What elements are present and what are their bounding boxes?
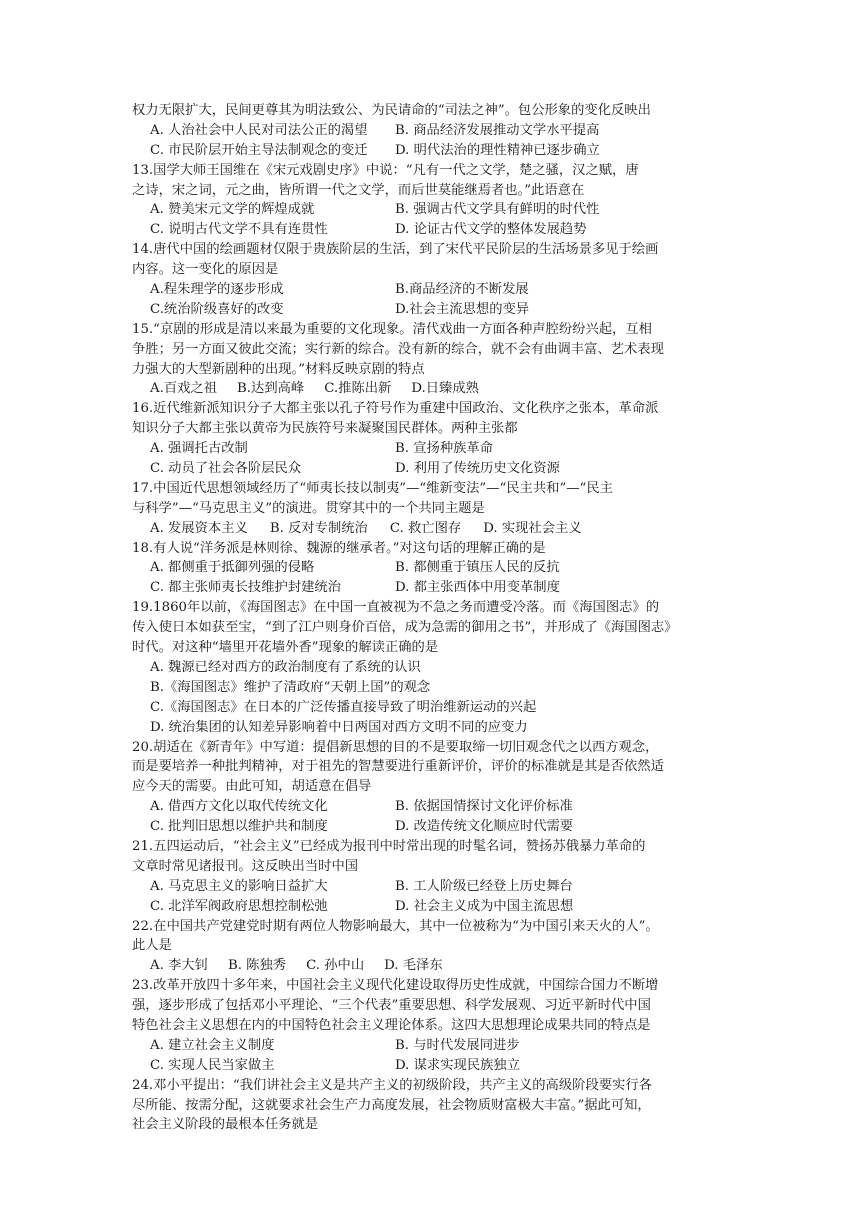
answer-option: C. 北洋军阀政府思想控制松弛	[150, 898, 328, 914]
answer-option: C. 救亡图存	[389, 520, 462, 536]
question-stem-line: 传入使日本如获至宝，“到了江户则身价百倍，成为急需的御用之书”，并形成了《海国图志》	[132, 620, 678, 636]
answer-option: B. 依据国情探讨文化评价标准	[395, 799, 573, 815]
question-q23	[132, 976, 732, 1075]
answer-option: A. 都侧重于抵御列强的侵略	[150, 560, 315, 576]
question-stem-line: 23.改革开放四十多年来，中国社会主义现代化建设取得历史性成就，中国综合国力不断增	[132, 978, 659, 994]
answer-option: C.《海国图志》在日本的广泛传播直接导致了明治维新运动的兴起	[150, 699, 537, 715]
question-stem-line: 而是要培养一种批判精神，对于祖先的智慧要进行重新评价，评价的标准就是其是否依然适	[132, 759, 664, 775]
question-stem-line: 争胜；另一方面又彼此交流；实行新的综合。没有新的综合，就不会有曲调丰富、艺术表现	[132, 341, 664, 357]
answer-options-row	[132, 718, 732, 738]
answer-option: D. 明代法治的理性精神已逐步确立	[395, 142, 600, 158]
answer-option: B. 反对专制统治	[269, 520, 368, 536]
answer-options-row	[132, 300, 732, 320]
question-q21	[132, 837, 732, 917]
question-stem-line: 18.有人说“洋务派是林则徐、魏源的继承者。”对这句话的理解正确的是	[132, 540, 546, 556]
question-q14	[132, 240, 732, 320]
answer-option: A.程朱理学的逐步形成	[150, 282, 284, 298]
answer-option: A. 强调托古改制	[150, 441, 248, 457]
answer-option: B.《海国图志》维护了清政府“天朝上国”的观念	[150, 679, 431, 695]
answer-option: A.百戏之祖	[150, 381, 218, 397]
question-stem-line: 知识分子大都主张以黄帝为民族符号来凝聚国民群体。两种主张都	[132, 421, 518, 437]
question-stem-line: 特色社会主义思想在内的中国特色社会主义理论体系。这四大思想理论成果共同的特点是	[132, 1017, 651, 1033]
question-q18	[132, 539, 732, 599]
question-stem-line: 文章时常见诸报刊。这反映出当时中国	[132, 858, 359, 874]
answer-options-row	[132, 817, 732, 837]
answer-options-row	[132, 578, 732, 598]
answer-option: C. 动员了社会各阶层民众	[150, 461, 302, 477]
answer-option: D. 改造传统文化顺应时代需要	[395, 819, 574, 835]
answer-options-row	[132, 200, 732, 220]
answer-option: B.商品经济的不断发展	[395, 282, 529, 298]
question-q17	[132, 479, 732, 539]
answer-options-row	[132, 1056, 732, 1076]
answer-options-row	[132, 877, 732, 897]
answer-option: D. 毛泽东	[384, 958, 443, 974]
question-q13	[132, 161, 732, 241]
question-stem-line: 之诗，宋之词，元之曲，皆所谓一代之文学，而后世莫能继焉者也。”此语意在	[132, 182, 585, 198]
answer-options-row	[132, 698, 732, 718]
answer-option: C. 实现人民当家做主	[150, 1057, 275, 1073]
answer-option: B. 强调古代文学具有鲜明的时代性	[395, 202, 600, 218]
answer-option: B. 工人阶级已经登上历史舞台	[395, 878, 573, 894]
answer-option: D. 利用了传统历史文化资源	[395, 461, 560, 477]
question-stem-line: 13.国学大师王国维在《宋元戏剧史序》中说：“凡有一代之文学，楚之骚，汉之赋，唐	[132, 162, 639, 178]
answer-option: C. 孙中山	[306, 958, 365, 974]
answer-option: D. 论证古代文学的整体发展趋势	[395, 222, 587, 238]
answer-options-row	[132, 1036, 732, 1056]
answer-options-row	[132, 678, 732, 698]
answer-option: D. 统治集团的认知差异影响着中日两国对西方文明不同的应变力	[150, 719, 528, 735]
answer-options-row	[132, 141, 732, 161]
answer-option: D.日臻成熟	[411, 381, 479, 397]
answer-option: B. 都侧重于镇压人民的反抗	[395, 560, 560, 576]
answer-options-row	[132, 897, 732, 917]
answer-option: D. 都主张西体中用变革制度	[395, 580, 560, 596]
answer-options-row	[132, 439, 732, 459]
question-q16	[132, 399, 732, 479]
answer-option: B.达到高峰	[237, 381, 305, 397]
question-q12-tail	[132, 101, 732, 161]
answer-option: C.统治阶级喜好的改变	[150, 301, 284, 317]
answer-option: C. 批判旧思想以维护共和制度	[150, 819, 328, 835]
question-stem-line: 16.近代维新派知识分子大都主张以孔子符号作为重建中国政治、文化秩序之张本，革命派	[132, 401, 659, 417]
answer-options-row	[132, 220, 732, 240]
answer-option: A. 魏源已经对西方的政治制度有了系统的认识	[150, 659, 421, 675]
question-stem-line: 17.中国近代思想领域经历了“师夷长技以制夷”—“维新变法”—“民主共和”—“民主	[132, 480, 613, 496]
question-q22	[132, 917, 732, 977]
question-stem-line: 15.“京剧的形成是清以来最为重要的文化现象。清代戏曲一方面各种声腔纷纷兴起，互相	[132, 321, 652, 337]
question-stem-line: 此人是	[132, 938, 172, 954]
question-stem-line: 24.邓小平提出：“我们讲社会主义是共产主义的初级阶段，共产主义的高级阶段要实行各	[132, 1077, 652, 1093]
answer-option: D. 谋求实现民族独立	[395, 1057, 521, 1073]
question-q20	[132, 738, 732, 837]
answer-option: A. 发展资本主义	[150, 520, 248, 536]
question-stem-line: 力强大的大型新剧种的出现。”材料反映京剧的特点	[132, 361, 425, 377]
question-stem-line: 19.1860年以前，《海国图志》在中国一直被视为不急之务而遭受冷落。而《海国图志》的	[132, 600, 660, 616]
answer-option: C. 都主张师夷长技维护封建统治	[150, 580, 342, 596]
answer-options-row	[132, 797, 732, 817]
answer-option: A. 李大钊	[150, 958, 208, 974]
question-q24	[132, 1076, 732, 1136]
question-stem-line: 20.胡适在《新青年》中写道：提倡新思想的目的不是要取缔一切旧观念代之以西方观念，	[132, 739, 659, 755]
answer-options-row	[132, 558, 732, 578]
answer-options-row	[132, 379, 732, 399]
answer-option: A. 人治社会中人民对司法公正的渴望	[150, 122, 368, 138]
answer-option: D.社会主流思想的变异	[395, 301, 530, 317]
answer-option: D. 社会主义成为中国主流思想	[395, 898, 574, 914]
question-list	[132, 101, 732, 1135]
question-stem-line: 内容。这一变化的原因是	[132, 262, 279, 278]
question-stem-line: 22.在中国共产党建党时期有两位人物影响最大，其中一位被称为“为中国引来天火的人”。	[132, 918, 659, 934]
answer-option: B. 商品经济发展推动文学水平提高	[395, 122, 600, 138]
answer-options-row	[132, 280, 732, 300]
answer-options-row	[132, 459, 732, 479]
answer-option: B. 宣扬种族革命	[395, 441, 494, 457]
question-stem-line: 应今天的需要。由此可知，胡适意在倡导	[132, 779, 372, 795]
answer-options-row	[132, 121, 732, 141]
answer-option: A. 建立社会主义制度	[150, 1037, 275, 1053]
answer-option: A. 借西方文化以取代传统文化	[150, 799, 328, 815]
question-stem-line: 14.唐代中国的绘画题材仅限于贵族阶层的生活，到了宋代平民阶层的生活场景多见于绘画	[132, 242, 659, 258]
answer-options-row	[132, 956, 732, 976]
question-stem-line: 强，逐步形成了包括邓小平理论、“三个代表”重要思想、科学发展观、习近平新时代中国	[132, 998, 651, 1014]
question-stem-line: 社会主义阶段的最根本任务就是	[132, 1117, 319, 1133]
answer-option: B. 陈独秀	[227, 958, 287, 974]
answer-option: D. 实现社会主义	[483, 520, 582, 536]
question-stem-line: 与科学”—“马克思主义”的演进。贯穿其中的一个共同主题是	[132, 500, 485, 516]
question-stem-line: 尽所能、按需分配，这就要求社会生产力高度发展，社会物质财富极大丰富。”据此可知，	[132, 1097, 651, 1113]
answer-options-row	[132, 658, 732, 678]
question-q15	[132, 320, 732, 400]
question-q19	[132, 598, 732, 737]
answer-option: C. 说明古代文学不具有连贯性	[150, 222, 328, 238]
answer-option: C. 市民阶层开始主导法制观念的变迁	[150, 142, 368, 158]
answer-options-row	[132, 519, 732, 539]
answer-option: A. 马克思主义的影响日益扩大	[150, 878, 328, 894]
question-stem-line: 时代。对这种“墙里开花墙外香”现象的解读正确的是	[132, 640, 439, 656]
answer-option: C.推陈出新	[324, 381, 392, 397]
answer-option: B. 与时代发展同进步	[395, 1037, 520, 1053]
question-stem-line: 权力无限扩大，民间更尊其为明法致公、为民请命的“司法之神”。包公形象的变化反映出	[132, 103, 651, 118]
question-stem-line: 21.五四运动后，“社会主义”已经成为报刊中时常出现的时髦名词，赞扬苏俄暴力革命的	[132, 838, 646, 854]
answer-option: A. 赞美宋元文学的辉煌成就	[150, 202, 315, 218]
